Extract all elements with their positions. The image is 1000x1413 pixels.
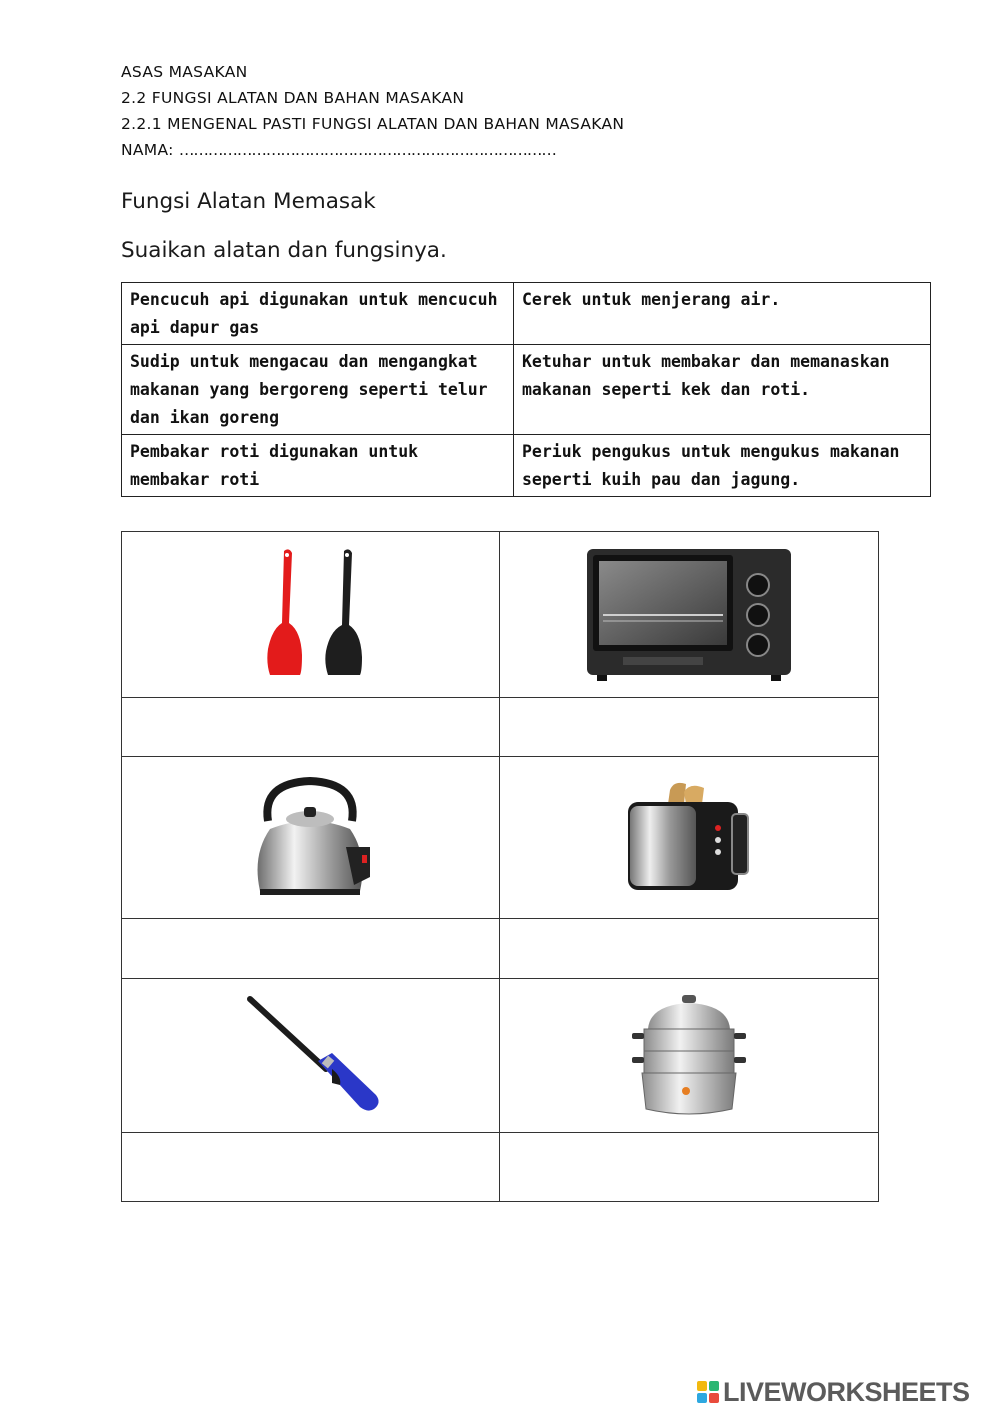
- oven-icon: [583, 545, 795, 685]
- image-cell-oven: [500, 532, 879, 698]
- functions-table: [121, 282, 931, 497]
- logo-text: LIVEWORKSHEETS: [723, 1376, 970, 1407]
- function-cell-spatula: Sudip untuk mengacau dan mengangkat makanan yang bergoreng seperti telur dan ikan goreng: [122, 345, 514, 435]
- logo-icon: [697, 1381, 719, 1403]
- answer-cell[interactable]: [122, 919, 500, 979]
- table-row: [122, 345, 931, 435]
- header-line-2: 2.2 FUNGSI ALATAN DAN BAHAN MASAKAN: [121, 89, 465, 107]
- section-title: Fungsi Alatan Memasak: [121, 189, 376, 214]
- liveworksheets-logo: [697, 1377, 970, 1407]
- image-cell-steamer: [500, 979, 879, 1133]
- name-dots: ……………………………………………………………………: [178, 141, 556, 159]
- answer-cell[interactable]: [500, 698, 879, 757]
- header-line-3: 2.2.1 MENGENAL PASTI FUNGSI ALATAN DAN BAHAN MASAKAN: [121, 115, 625, 133]
- matching-grid: [121, 531, 879, 1202]
- name-label: NAMA:: [121, 141, 174, 159]
- spatula-icon: [256, 545, 366, 685]
- instruction: Suaikan alatan dan fungsinya.: [121, 238, 447, 263]
- table-row: [122, 283, 931, 345]
- header-line-1: ASAS MASAKAN: [121, 63, 248, 81]
- toaster-icon: [622, 778, 757, 898]
- kettle-icon: [246, 773, 376, 903]
- answer-cell[interactable]: [500, 1133, 879, 1202]
- answer-cell[interactable]: [122, 1133, 500, 1202]
- function-cell-oven: Ketuhar untuk membakar dan memanaskan makanan seperti kek dan roti.: [514, 345, 931, 435]
- function-cell-lighter: Pencucuh api digunakan untuk mencucuh api dapur gas: [122, 283, 514, 345]
- lighter-icon: [236, 991, 386, 1121]
- function-cell-toaster: Pembakar roti digunakan untuk membakar roti: [122, 435, 514, 497]
- image-cell-kettle: [122, 757, 500, 919]
- function-cell-kettle: Cerek untuk menjerang air.: [514, 283, 931, 345]
- steamer-icon: [624, 991, 754, 1121]
- image-cell-lighter: [122, 979, 500, 1133]
- table-row: [122, 435, 931, 497]
- answer-cell[interactable]: [500, 919, 879, 979]
- image-cell-spatula: [122, 532, 500, 698]
- name-line: [121, 141, 556, 159]
- image-cell-toaster: [500, 757, 879, 919]
- function-cell-steamer: Periuk pengukus untuk mengukus makanan seperti kuih pau dan jagung.: [514, 435, 931, 497]
- answer-cell[interactable]: [122, 698, 500, 757]
